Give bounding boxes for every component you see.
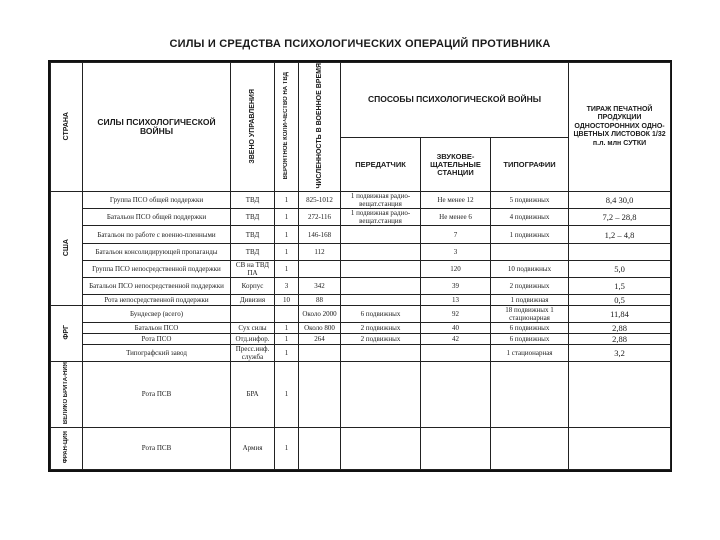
table-row — [51, 192, 671, 209]
cell-qty: 1 — [275, 345, 299, 362]
cell-transmitter — [341, 243, 421, 260]
cell-strength: Около 800 — [299, 323, 341, 334]
cell-unit: Батальон по работе с военно-пленными — [83, 226, 231, 243]
cell-level — [231, 305, 275, 322]
country-usa: США — [51, 192, 83, 306]
cell-printing: 1 подвижных — [491, 226, 569, 243]
cell-circulation: 5,0 — [569, 260, 671, 277]
cell-printing: 6 подвижных — [491, 334, 569, 345]
cell-qty: 3 — [275, 277, 299, 294]
cell-qty: 1 — [275, 323, 299, 334]
cell-strength: 146-168 — [299, 226, 341, 243]
table-row — [51, 277, 671, 294]
cell-loudspeaker: Не менее 12 — [421, 192, 491, 209]
cell-qty: 1 — [275, 427, 299, 469]
cell-level: ТВД — [231, 192, 275, 209]
header-methods: СПОСОБЫ ПСИХОЛОГИЧЕСКОЙ ВОЙНЫ — [341, 63, 569, 138]
cell-circulation: 2,88 — [569, 323, 671, 334]
cell-transmitter — [341, 277, 421, 294]
cell-transmitter: 1 подвижная радио-вещат.станция — [341, 209, 421, 226]
country-uk: ВЕЛИКО БРИТА-НИЯ — [51, 362, 83, 427]
cell-printing: 1 подвижная — [491, 294, 569, 305]
header-forces: СИЛЫ ПСИХОЛОГИЧЕСКОЙ ВОЙНЫ — [83, 63, 231, 192]
cell-transmitter: 1 подвижная радио-вещат.станция — [341, 192, 421, 209]
header-country: СТРАНА — [51, 63, 83, 192]
cell-qty: 1 — [275, 192, 299, 209]
table-row — [51, 362, 671, 427]
cell-level: ТВД — [231, 226, 275, 243]
header-row — [51, 63, 671, 138]
cell-circulation — [569, 243, 671, 260]
table-row — [51, 260, 671, 277]
cell-strength — [299, 427, 341, 469]
cell-level: Пресс.инф. служба — [231, 345, 275, 362]
cell-unit: Батальон ПСО — [83, 323, 231, 334]
cell-strength: 825-1012 — [299, 192, 341, 209]
cell-circulation: 3,2 — [569, 345, 671, 362]
cell-circulation: 2,88 — [569, 334, 671, 345]
cell-strength: 272-116 — [299, 209, 341, 226]
cell-level: Отд.инфор. — [231, 334, 275, 345]
cell-strength — [299, 345, 341, 362]
cell-qty: 1 — [275, 243, 299, 260]
cell-unit: Рота ПСВ — [83, 427, 231, 469]
cell-qty: 1 — [275, 362, 299, 427]
cell-loudspeaker: 3 — [421, 243, 491, 260]
cell-circulation: 0,5 — [569, 294, 671, 305]
header-command-level: ЗВЕНО УПРАВЛЕНИЯ — [231, 63, 275, 192]
cell-unit: Батальон ПСО общей поддержки — [83, 209, 231, 226]
header-loudspeaker: ЗВУКОВЕ-ЩАТЕЛЬНЫЕ СТАНЦИИ — [421, 137, 491, 191]
cell-level: СВ на ТВД ПА — [231, 260, 275, 277]
table-row — [51, 323, 671, 334]
header-printing: ТИПОГРАФИИ — [491, 137, 569, 191]
table-row — [51, 334, 671, 345]
cell-loudspeaker: 13 — [421, 294, 491, 305]
cell-circulation: 1,2 – 4,8 — [569, 226, 671, 243]
cell-strength: 342 — [299, 277, 341, 294]
table-row — [51, 209, 671, 226]
table-row — [51, 305, 671, 322]
cell-strength: 264 — [299, 334, 341, 345]
cell-qty: 1 — [275, 226, 299, 243]
forces-table — [50, 62, 671, 470]
table-row — [51, 294, 671, 305]
cell-level: Дивизия — [231, 294, 275, 305]
cell-transmitter: 2 подвижных — [341, 334, 421, 345]
cell-qty: 1 — [275, 334, 299, 345]
header-circulation: ТИРАЖ ПЕЧАТНОЙ ПРОДУКЦИИ ОДНОСТОРОННИХ ОДНО-ЦВЕТНЫХ ЛИСТОВОК 1/32 п.л. млн СУТКИ — [569, 63, 671, 192]
cell-unit: Группа ПСО общей поддержки — [83, 192, 231, 209]
cell-transmitter: 2 подвижных — [341, 323, 421, 334]
cell-unit: Бундесвер (всего) — [83, 305, 231, 322]
cell-unit: Батальон ПСО непосредственной поддержки — [83, 277, 231, 294]
cell-unit: Рота ПСО — [83, 334, 231, 345]
cell-transmitter: 6 подвижных — [341, 305, 421, 322]
cell-strength: 88 — [299, 294, 341, 305]
cell-printing: 10 подвижных — [491, 260, 569, 277]
cell-circulation: 7,2 – 28,8 — [569, 209, 671, 226]
country-france: ФРАН-ЦИЯ — [51, 427, 83, 469]
cell-circulation: 11,84 — [569, 305, 671, 322]
cell-transmitter — [341, 345, 421, 362]
table-row — [51, 226, 671, 243]
cell-printing: 1 стационарная — [491, 345, 569, 362]
cell-level: Армия — [231, 427, 275, 469]
table-row — [51, 243, 671, 260]
cell-loudspeaker: 120 — [421, 260, 491, 277]
cell-strength — [299, 362, 341, 427]
cell-strength: Около 2000 — [299, 305, 341, 322]
cell-loudspeaker: 92 — [421, 305, 491, 322]
cell-printing — [491, 427, 569, 469]
cell-unit: Группа ПСО непосредственной поддержки — [83, 260, 231, 277]
cell-level: ТВД — [231, 243, 275, 260]
cell-loudspeaker — [421, 362, 491, 427]
cell-circulation: 1,5 — [569, 277, 671, 294]
table-row — [51, 427, 671, 469]
cell-printing: 4 подвижных — [491, 209, 569, 226]
cell-level: Сух силы — [231, 323, 275, 334]
cell-loudspeaker: 39 — [421, 277, 491, 294]
header-transmitters: ПЕРЕДАТЧИК — [341, 137, 421, 191]
cell-level: Корпус — [231, 277, 275, 294]
cell-unit: Батальон консолидирующей пропаганды — [83, 243, 231, 260]
country-frg: ФРГ — [51, 305, 83, 361]
page-title: СИЛЫ И СРЕДСТВА ПСИХОЛОГИЧЕСКИХ ОПЕРАЦИЙ ПРОТИВНИКА — [169, 38, 551, 50]
cell-qty: 1 — [275, 209, 299, 226]
cell-loudspeaker: 42 — [421, 334, 491, 345]
cell-unit: Рота непосредственной поддержки — [83, 294, 231, 305]
cell-loudspeaker: 40 — [421, 323, 491, 334]
cell-loudspeaker — [421, 345, 491, 362]
cell-printing: 18 подвижных 1 стационарная — [491, 305, 569, 322]
cell-transmitter — [341, 294, 421, 305]
cell-printing: 6 подвижных — [491, 323, 569, 334]
cell-printing — [491, 243, 569, 260]
cell-circulation — [569, 427, 671, 469]
table-row — [51, 345, 671, 362]
cell-qty: 10 — [275, 294, 299, 305]
cell-transmitter — [341, 427, 421, 469]
cell-transmitter — [341, 362, 421, 427]
header-wartime-strength: ЧИСЛЕННОСТЬ В ВОЕННОЕ ВРЕМЯ — [299, 63, 341, 192]
cell-loudspeaker — [421, 427, 491, 469]
cell-transmitter — [341, 260, 421, 277]
cell-loudspeaker: 7 — [421, 226, 491, 243]
cell-printing — [491, 362, 569, 427]
cell-level: ТВД — [231, 209, 275, 226]
cell-circulation: 8,4 30,0 — [569, 192, 671, 209]
header-probable-qty: ВЕРОЯТНОЕ КОЛИ-ЧЕСТВО НА ТВД — [275, 63, 299, 192]
cell-level: БРА — [231, 362, 275, 427]
cell-transmitter — [341, 226, 421, 243]
cell-strength — [299, 260, 341, 277]
cell-unit: Рота ПСВ — [83, 362, 231, 427]
cell-unit: Типографский завод — [83, 345, 231, 362]
cell-strength: 112 — [299, 243, 341, 260]
cell-qty: 1 — [275, 260, 299, 277]
cell-qty — [275, 305, 299, 322]
cell-circulation — [569, 362, 671, 427]
cell-printing: 5 подвижных — [491, 192, 569, 209]
cell-printing: 2 подвижных — [491, 277, 569, 294]
cell-loudspeaker: Не менее 6 — [421, 209, 491, 226]
